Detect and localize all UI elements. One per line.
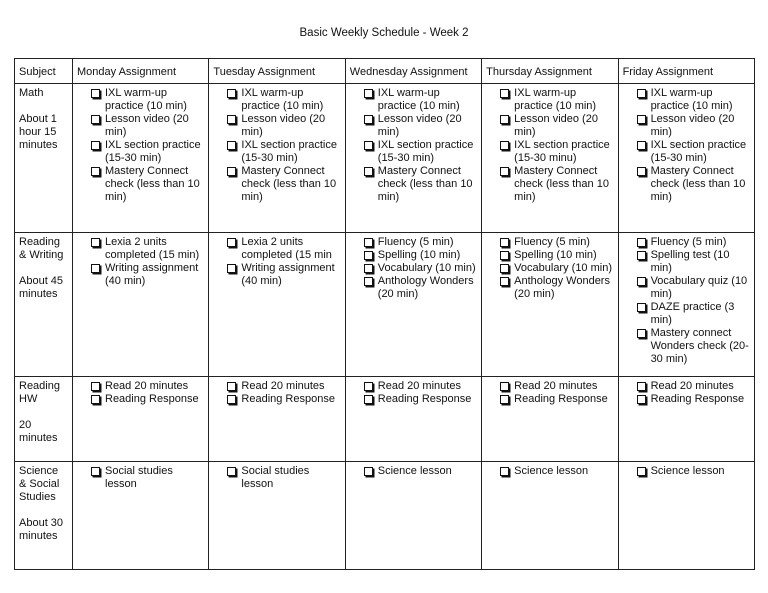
checkbox-bullet-icon — [637, 251, 646, 260]
checkbox-bullet-icon — [227, 89, 236, 98]
subject-time: About 30 minutes — [19, 517, 64, 543]
list-item — [91, 87, 204, 113]
assignment-text: IXL section practice (15-30 min) — [105, 139, 201, 164]
assignment-text: Lesson video (20 min) — [650, 113, 735, 138]
header-monday: Monday Assignment — [73, 59, 209, 84]
assignment-list — [213, 465, 340, 491]
checkbox-bullet-icon — [637, 141, 646, 150]
checkbox-bullet-icon — [637, 89, 646, 98]
assignment-list — [213, 380, 340, 406]
assignment-text: IXL warm-up practice (10 min) — [241, 87, 324, 112]
header-tuesday: Tuesday Assignment — [209, 59, 345, 84]
list-item — [227, 87, 340, 113]
list-item — [91, 236, 204, 262]
checkbox-bullet-icon — [637, 238, 646, 247]
assignment-text: Mastery connect Wonders check (20-30 min) — [650, 327, 749, 366]
checkbox-bullet-icon — [91, 167, 100, 176]
assignment-cell-thursday — [482, 462, 618, 570]
assignment-text: Mastery Connect check (less than 10 min) — [650, 165, 746, 203]
assignment-text: Read 20 minutes — [650, 380, 734, 393]
assignment-cell-monday — [73, 377, 209, 462]
assignment-text: Lesson video (20 min) — [377, 113, 462, 138]
list-item — [500, 113, 613, 139]
list-item — [364, 236, 477, 249]
list-item — [227, 393, 340, 406]
assignment-text: Fluency (5 min) — [514, 236, 590, 249]
subject-cell — [15, 377, 73, 462]
assignment-list — [623, 380, 750, 406]
table-row — [15, 233, 755, 377]
checkbox-bullet-icon — [91, 89, 100, 98]
assignment-cell-tuesday — [209, 377, 345, 462]
assignment-text: Spelling (10 min) — [377, 249, 461, 262]
subject-time: 20 minutes — [19, 419, 58, 445]
checkbox-bullet-icon — [500, 382, 509, 391]
list-item — [364, 393, 477, 406]
assignment-text: Reading Response — [514, 393, 608, 406]
list-item — [637, 139, 750, 165]
list-item — [364, 262, 477, 275]
header-wednesday: Wednesday Assignment — [345, 59, 481, 84]
checkbox-bullet-icon — [91, 141, 100, 150]
list-item — [500, 87, 613, 113]
checkbox-bullet-icon — [91, 238, 100, 247]
assignment-text: IXL warm-up practice (10 min) — [105, 87, 187, 112]
checkbox-bullet-icon — [637, 467, 646, 476]
assignment-text: Social studies lesson — [105, 465, 173, 491]
assignment-cell-tuesday — [209, 233, 345, 377]
checkbox-bullet-icon — [637, 115, 646, 124]
list-item — [637, 393, 750, 406]
assignment-text: Mastery Connect check (less than 10 min) — [514, 165, 609, 203]
assignment-text: IXL section practice (15-30 min) — [650, 139, 747, 164]
checkbox-bullet-icon — [364, 89, 373, 98]
assignment-text: Lesson video (20 min) — [514, 113, 598, 138]
checkbox-bullet-icon — [91, 264, 100, 273]
assignment-cell-wednesday — [345, 84, 481, 233]
checkbox-bullet-icon — [227, 264, 236, 273]
assignment-cell-wednesday — [345, 233, 481, 377]
subject-name: Science & Social Studies — [19, 465, 60, 504]
checkbox-bullet-icon — [364, 251, 373, 260]
assignment-list — [486, 380, 613, 406]
assignment-cell-thursday — [482, 84, 618, 233]
assignment-list — [77, 87, 204, 204]
checkbox-bullet-icon — [500, 89, 509, 98]
assignment-text: IXL warm-up practice (10 min) — [377, 87, 460, 112]
schedule-table — [14, 58, 755, 570]
assignment-text: Mastery Connect check (less than 10 min) — [377, 165, 473, 203]
assignment-list — [486, 236, 613, 301]
assignment-text: Anthology Wonders (20 min) — [514, 275, 610, 301]
checkbox-bullet-icon — [500, 264, 509, 273]
list-item — [500, 380, 613, 393]
checkbox-bullet-icon — [227, 467, 236, 476]
assignment-list — [213, 87, 340, 204]
assignment-text: Science lesson — [377, 465, 452, 478]
assignment-list — [350, 465, 477, 478]
list-item — [364, 87, 477, 113]
assignment-list — [213, 236, 340, 288]
assignment-text: Science lesson — [650, 465, 725, 478]
list-item — [637, 301, 750, 327]
assignment-text: Reading Response — [377, 393, 472, 406]
checkbox-bullet-icon — [637, 277, 646, 286]
assignment-text: Mastery Connect check (less than 10 min) — [105, 165, 200, 203]
list-item — [227, 165, 340, 204]
assignment-text: IXL section practice (15-30 min) — [377, 139, 474, 164]
checkbox-bullet-icon — [637, 382, 646, 391]
subject-cell — [15, 233, 73, 377]
checkbox-bullet-icon — [227, 395, 236, 404]
assignment-list — [350, 87, 477, 204]
checkbox-bullet-icon — [91, 395, 100, 404]
list-item — [91, 113, 204, 139]
checkbox-bullet-icon — [637, 167, 646, 176]
assignment-text: Spelling test (10 min) — [650, 249, 730, 275]
checkbox-bullet-icon — [500, 467, 509, 476]
assignment-text: Reading Response — [650, 393, 745, 406]
list-item — [364, 113, 477, 139]
list-item — [637, 165, 750, 204]
checkbox-bullet-icon — [364, 167, 373, 176]
subject-name: Reading HW — [19, 380, 60, 406]
assignment-text: DAZE practice (3 min) — [650, 301, 735, 327]
assignment-list — [486, 87, 613, 204]
list-item — [500, 139, 613, 165]
assignment-text: Social studies lesson — [241, 465, 310, 491]
list-item — [227, 236, 340, 262]
checkbox-bullet-icon — [91, 382, 100, 391]
list-item — [637, 87, 750, 113]
assignment-cell-thursday — [482, 233, 618, 377]
assignment-list — [77, 236, 204, 288]
assignment-list — [77, 465, 204, 491]
assignment-list — [486, 465, 613, 478]
list-item — [364, 249, 477, 262]
table-row — [15, 462, 755, 570]
checkbox-bullet-icon — [227, 382, 236, 391]
assignment-text: Reading Response — [105, 393, 199, 406]
checkbox-bullet-icon — [91, 115, 100, 124]
assignment-cell-monday — [73, 84, 209, 233]
subject-time: About 1 hour 15 minutes — [19, 113, 58, 151]
list-item — [637, 113, 750, 139]
subject-time: About 45 minutes — [19, 275, 64, 301]
assignment-cell-friday — [618, 462, 754, 570]
assignment-cell-friday — [618, 377, 754, 462]
checkbox-bullet-icon — [500, 115, 509, 124]
header-thursday: Thursday Assignment — [482, 59, 618, 84]
checkbox-bullet-icon — [227, 115, 236, 124]
list-item — [91, 465, 204, 491]
assignment-text: Anthology Wonders (20 min) — [377, 275, 474, 301]
checkbox-bullet-icon — [500, 251, 509, 260]
checkbox-bullet-icon — [364, 467, 373, 476]
checkbox-bullet-icon — [91, 467, 100, 476]
subject-cell — [15, 84, 73, 233]
assignment-cell-wednesday — [345, 377, 481, 462]
subject-name: Math — [19, 87, 44, 99]
checkbox-bullet-icon — [500, 277, 509, 286]
assignment-list — [350, 236, 477, 301]
header-row — [15, 59, 755, 84]
checkbox-bullet-icon — [364, 395, 373, 404]
assignment-text: Read 20 minutes — [377, 380, 461, 393]
assignment-list — [350, 380, 477, 406]
list-item — [637, 236, 750, 249]
assignment-text: Lesson video (20 min) — [105, 113, 189, 138]
checkbox-bullet-icon — [227, 238, 236, 247]
assignment-text: IXL warm-up practice (10 min) — [514, 87, 597, 112]
checkbox-bullet-icon — [364, 238, 373, 247]
assignment-text: Lexia 2 units completed (15 min — [241, 236, 332, 262]
list-item — [637, 465, 750, 478]
checkbox-bullet-icon — [364, 115, 373, 124]
assignment-text: Lexia 2 units completed (15 min) — [105, 236, 200, 262]
assignment-text: Fluency (5 min) — [377, 236, 454, 249]
list-item — [637, 327, 750, 366]
assignment-text: Read 20 minutes — [241, 380, 325, 393]
assignment-cell-monday — [73, 462, 209, 570]
list-item — [91, 380, 204, 393]
assignment-text: Fluency (5 min) — [650, 236, 727, 249]
list-item — [91, 165, 204, 204]
list-item — [364, 275, 477, 301]
assignment-cell-monday — [73, 233, 209, 377]
assignment-text: Science lesson — [514, 465, 589, 478]
assignment-text: Read 20 minutes — [105, 380, 189, 393]
assignment-cell-tuesday — [209, 84, 345, 233]
list-item — [637, 275, 750, 301]
list-item — [500, 249, 613, 262]
document-title: Basic Weekly Schedule - Week 2 — [299, 27, 469, 39]
assignment-list — [623, 236, 750, 366]
assignment-text: Lesson video (20 min) — [241, 113, 326, 138]
assignment-text: IXL section practice (15-30 min) — [241, 139, 337, 164]
assignment-text: IXL warm-up practice (10 min) — [650, 87, 733, 112]
assignment-text: Spelling (10 min) — [514, 249, 597, 262]
list-item — [500, 393, 613, 406]
assignment-cell-friday — [618, 233, 754, 377]
checkbox-bullet-icon — [364, 141, 373, 150]
table-row — [15, 84, 755, 233]
list-item — [637, 380, 750, 393]
subject-cell — [15, 462, 73, 570]
checkbox-bullet-icon — [500, 167, 509, 176]
checkbox-bullet-icon — [500, 238, 509, 247]
checkbox-bullet-icon — [500, 141, 509, 150]
assignment-text: Vocabulary (10 min) — [377, 262, 476, 275]
list-item — [91, 393, 204, 406]
assignment-text: Vocabulary quiz (10 min) — [650, 275, 748, 301]
assignment-text: IXL section practice (15-30 minu) — [514, 139, 610, 164]
assignment-list — [77, 380, 204, 406]
assignment-text: Writing assignment (40 min) — [105, 262, 199, 288]
assignment-cell-tuesday — [209, 462, 345, 570]
list-item — [227, 465, 340, 491]
list-item — [500, 465, 613, 478]
header-friday: Friday Assignment — [618, 59, 754, 84]
assignment-list — [623, 465, 750, 478]
list-item — [500, 236, 613, 249]
checkbox-bullet-icon — [500, 395, 509, 404]
list-item — [91, 139, 204, 165]
assignment-cell-friday — [618, 84, 754, 233]
checkbox-bullet-icon — [364, 382, 373, 391]
list-item — [500, 165, 613, 204]
assignment-text: Mastery Connect check (less than 10 min) — [241, 165, 337, 203]
list-item — [364, 465, 477, 478]
assignment-text: Vocabulary (10 min) — [514, 262, 612, 275]
list-item — [364, 380, 477, 393]
subject-name: Reading & Writing — [19, 236, 64, 262]
list-item — [500, 262, 613, 275]
list-item — [637, 249, 750, 275]
assignment-cell-thursday — [482, 377, 618, 462]
list-item — [227, 262, 340, 288]
header-subject: Subject — [15, 59, 73, 84]
list-item — [227, 113, 340, 139]
checkbox-bullet-icon — [227, 167, 236, 176]
list-item — [364, 165, 477, 204]
list-item — [364, 139, 477, 165]
checkbox-bullet-icon — [364, 277, 373, 286]
list-item — [91, 262, 204, 288]
table-row — [15, 377, 755, 462]
assignment-text: Read 20 minutes — [514, 380, 598, 393]
checkbox-bullet-icon — [227, 141, 236, 150]
checkbox-bullet-icon — [364, 264, 373, 273]
checkbox-bullet-icon — [637, 303, 646, 312]
checkbox-bullet-icon — [637, 395, 646, 404]
list-item — [227, 139, 340, 165]
assignment-text: Writing assignment (40 min) — [241, 262, 335, 288]
assignment-cell-wednesday — [345, 462, 481, 570]
list-item — [227, 380, 340, 393]
list-item — [500, 275, 613, 301]
checkbox-bullet-icon — [637, 329, 646, 338]
assignment-list — [623, 87, 750, 204]
schedule-body — [15, 84, 755, 570]
assignment-text: Reading Response — [241, 393, 335, 406]
